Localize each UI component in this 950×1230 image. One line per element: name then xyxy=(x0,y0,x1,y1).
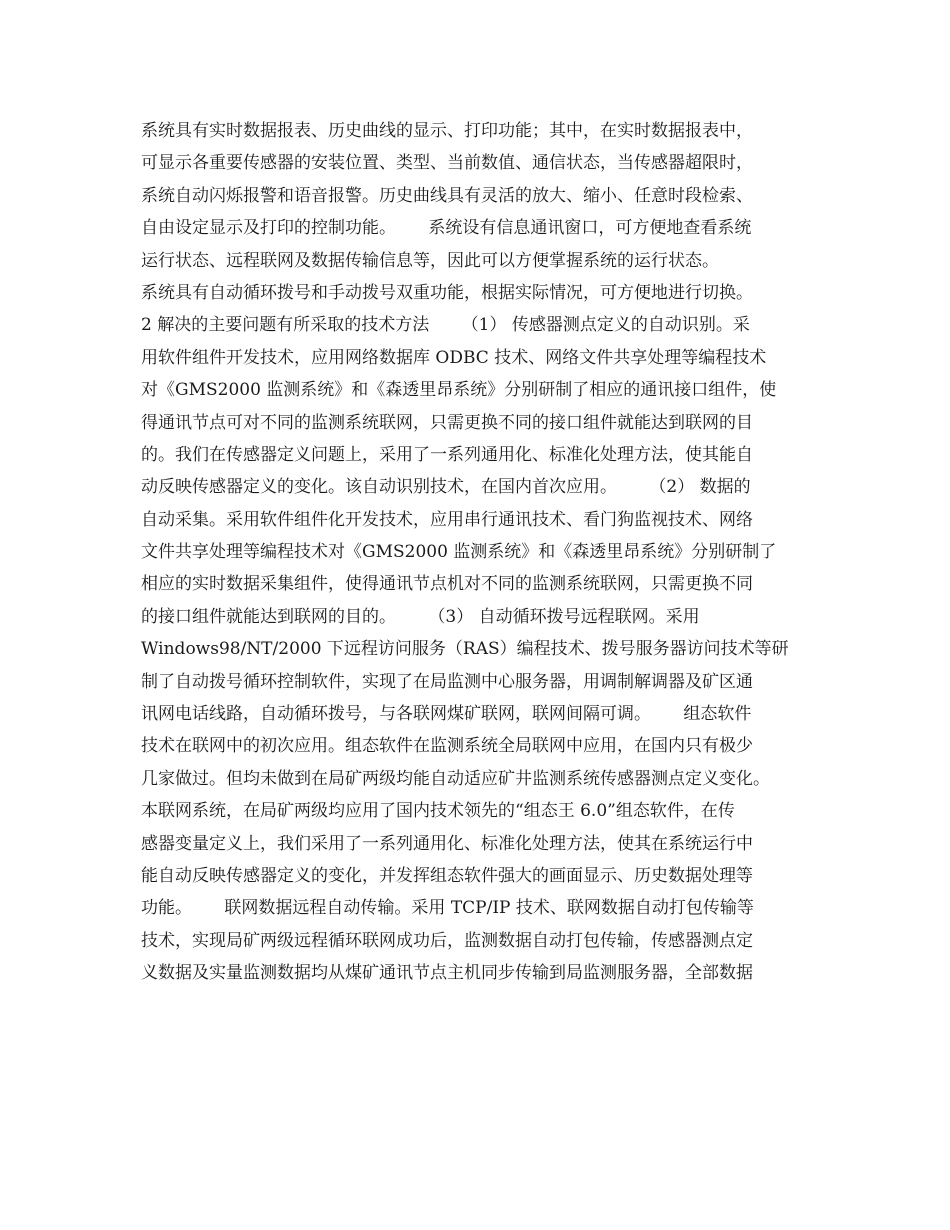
text-line: 技术，实现局矿两级远程循环联网成功后，监测数据自动打包传输，传感器测点定 xyxy=(141,930,753,951)
text-line: 相应的实时数据采集组件，使得通讯节点机对不同的监测系统联网，只需更换不同 xyxy=(141,574,753,595)
text-line: 系统自动闪烁报警和语音报警。历史曲线具有灵活的放大、缩小、任意时段检索、 xyxy=(141,185,753,206)
text-line: 对《GMS2000 监测系统》和《森透里昂系统》分别研制了相应的通讯接口组件，使 xyxy=(141,380,777,401)
text-line: 的。我们在传感器定义问题上，采用了一系列通用化、标准化处理方法，使其能自 xyxy=(141,444,753,465)
text-line: 系统具有实时数据报表、历史曲线的显示、打印功能；其中，在实时数据报表中， xyxy=(141,121,753,141)
text-line: 义数据及实量监测数据均从煤矿通讯节点主机同步传输到局监测服务器，全部数据 xyxy=(141,963,753,984)
text-line: 功能。 联网数据远程自动传输。采用 TCP/IP 技术、联网数据自动打包传输等 xyxy=(141,898,754,919)
text-line: 用软件组件开发技术，应用网络数据库 ODBC 技术、网络文件共享处理等编程技术 xyxy=(141,347,767,368)
text-line: 几家做过。但均未做到在局矿两级均能自动适应矿井监测系统传感器测点定义变化。 xyxy=(141,768,770,789)
text-line: 的接口组件就能达到联网的目的。 （3） 自动循环拨号远程联网。采用 xyxy=(141,606,700,627)
text-line: 得通讯节点可对不同的监测系统联网，只需更换不同的接口组件就能达到联网的目 xyxy=(141,412,753,433)
text-line: Windows98/NT/2000 下远程访问服务（RAS）编程技术、拨号服务器访问技术等研 xyxy=(141,639,789,660)
text-line: 运行状态、远程联网及数据传输信息等，因此可以方便掌握系统的运行状态。 xyxy=(141,250,719,271)
text-line: 动反映传感器定义的变化。该自动识别技术，在国内首次应用。 （2） 数据的 xyxy=(141,477,751,498)
text-line: 讯网电话线路，自动循环拨号，与各联网煤矿联网，联网间隔可调。 组态软件 xyxy=(141,704,752,725)
text-line: 感器变量定义上，我们采用了一系列通用化、标准化处理方法，使其在系统运行中 xyxy=(141,833,753,854)
text-line: 2 解决的主要问题有所采取的技术方法 （1） 传感器测点定义的自动识别。采 xyxy=(141,315,750,336)
text-line: 技术在联网中的初次应用。组态软件在监测系统全局联网中应用，在国内只有极少 xyxy=(141,736,753,757)
text-line: 系统具有自动循环拨号和手动拨号双重功能，根据实际情况，可方便地进行切换。 xyxy=(141,282,753,303)
text-line: 自动采集。采用软件组件化开发技术，应用串行通讯技术、看门狗监视技术、网络 xyxy=(141,509,753,530)
body-text xyxy=(141,115,831,990)
text-line: 能自动反映传感器定义的变化，并发挥组态软件强大的画面显示、历史数据处理等 xyxy=(141,865,753,886)
text-line: 可显示各重要传感器的安装位置、类型、当前数值、通信状态，当传感器超限时， xyxy=(141,153,753,174)
text-line: 制了自动拨号循环控制软件，实现了在局监测中心服务器，用调制解调器及矿区通 xyxy=(141,671,753,692)
text-line: 本联网系统，在局矿两级均应用了国内技术领先的“组态王 6.0”组态软件，在传 xyxy=(141,801,735,822)
text-line: 文件共享处理等编程技术对《GMS2000 监测系统》和《森透里昂系统》分别研制了 xyxy=(141,542,777,563)
text-line: 自由设定显示及打印的控制功能。 系统设有信息通讯窗口，可方便地查看系统 xyxy=(141,218,752,239)
